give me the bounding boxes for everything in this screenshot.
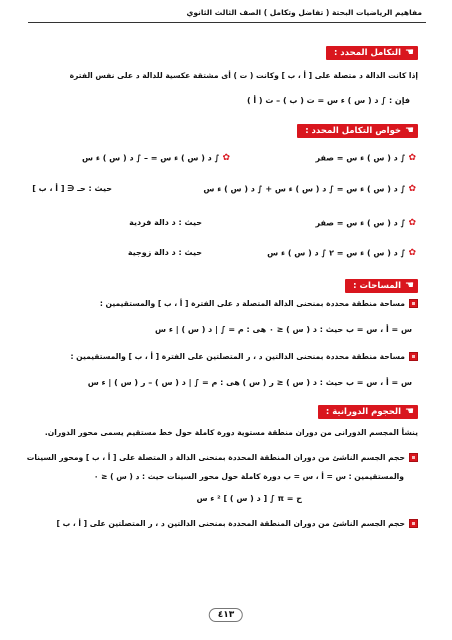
header-divider [28,22,426,23]
pointing-hand-icon: ☚ [405,280,414,291]
volume-statement-1b: والمستقيمين : س = أ ، س = ب دورة كاملة حول محور السينات حيث : د ( س ) ≤ ٠ [93,472,404,481]
volume-statement-1: حجم الجسم الناشئ من دوران المنطقة المحددة بمنحنى الدالة د المتصلة على [ أ ، ب ] ومحور السينات [34,453,418,463]
property-3b: حيث : د دالة فردية [129,218,202,227]
area-formula-2: س = أ ، س = ب حيث : د ( س ) ≤ ر ( س ) هى : م = ∫ | د ( س ) – ر ( س ) | ء س [87,378,412,387]
pointing-hand-icon: ☚ [405,125,414,136]
pointing-hand-icon: ☚ [405,47,414,58]
pointing-hand-icon: ☚ [405,406,414,417]
property-2a: ✿∫ د ( س ) ء س = ∫ د ( س ) ء س + ∫ د ( س ) ء س [203,184,416,194]
property-3a: ✿∫ د ( س ) ء س = صفر [315,218,416,228]
section-banner-properties [297,124,418,138]
section-banner-areas [345,279,418,293]
flower-bullet-icon: ✿ [408,248,416,258]
ftc-formula: فإن : ∫ د ( س ) ء س = ت ( ب ) – ت ( أ ) [246,96,410,105]
flower-bullet-icon: ✿ [408,218,416,228]
property-2b: حيث : حـ ∈ [ أ ، ب ] [32,184,112,193]
flower-bullet-icon: ✿ [222,153,230,163]
volume-intro: ينشأ المجسم الدورانى من دوران منطقة مستوية دورة كاملة حول خط مستقيم يسمى محور الدوران. [44,428,418,437]
section-banner-definite-integral [326,46,418,60]
page-header-title: مفاهيم الرياضيات البحتة ( تفاضل وتكامل ) الصف الثالث الثانوي [186,8,422,17]
square-bullet-icon [409,299,418,308]
property-4b: حيث : د دالة زوجية [127,248,202,257]
property-1b: ✿∫ د ( س ) ء س = – ∫ د ( س ) ء س [82,153,230,163]
volume-statement-2: حجم الجسم الناشئ من دوران المنطقة المحددة بمنحنى الدالتين د ، ر المتصلتين على [ أ ، ب ] [34,519,418,529]
flower-bullet-icon: ✿ [408,184,416,194]
section-banner-volumes [318,405,418,419]
property-1a: ✿∫ د ( س ) ء س = صفر [315,153,416,163]
square-bullet-icon [409,352,418,361]
square-bullet-icon [409,453,418,462]
section-title: التكامل المحدد : [333,48,402,58]
section-title: المساحات : [353,281,402,291]
area-statement-1: مساحة منطقة محددة بمنحنى الدالة المتصلة د على الفترة [ أ ، ب ] والمستقيمين : [34,299,418,309]
flower-bullet-icon: ✿ [408,153,416,163]
area-statement-2: مساحة منطقة محددة بمنحنى الدالتين د ، ر المتصلتين على الفترة [ أ ، ب ] والمستقيمين : [34,352,418,362]
page-number: ٤١٣ [209,608,243,622]
definition-statement: إذا كانت الدالة د متصلة على [ أ ، ب ] وكانت ( ت ) أى مشتقة عكسية للدالة د على نفس الفترة [69,71,418,80]
property-4a: ✿∫ د ( س ) ء س = ٢ ∫ د ( س ) ء س [267,248,416,258]
section-title: خواص التكامل المحدد : [305,126,402,136]
volume-formula-1: ح = π ∫ [ د ( س ) ] ² ء س [196,494,302,503]
section-title: الحجوم الدورانية : [325,407,402,417]
area-formula-1: س = أ ، س = ب حيث : د ( س ) ≤ ٠ هى : م = ∫ | د ( س ) | ء س [155,325,412,334]
square-bullet-icon [409,519,418,528]
